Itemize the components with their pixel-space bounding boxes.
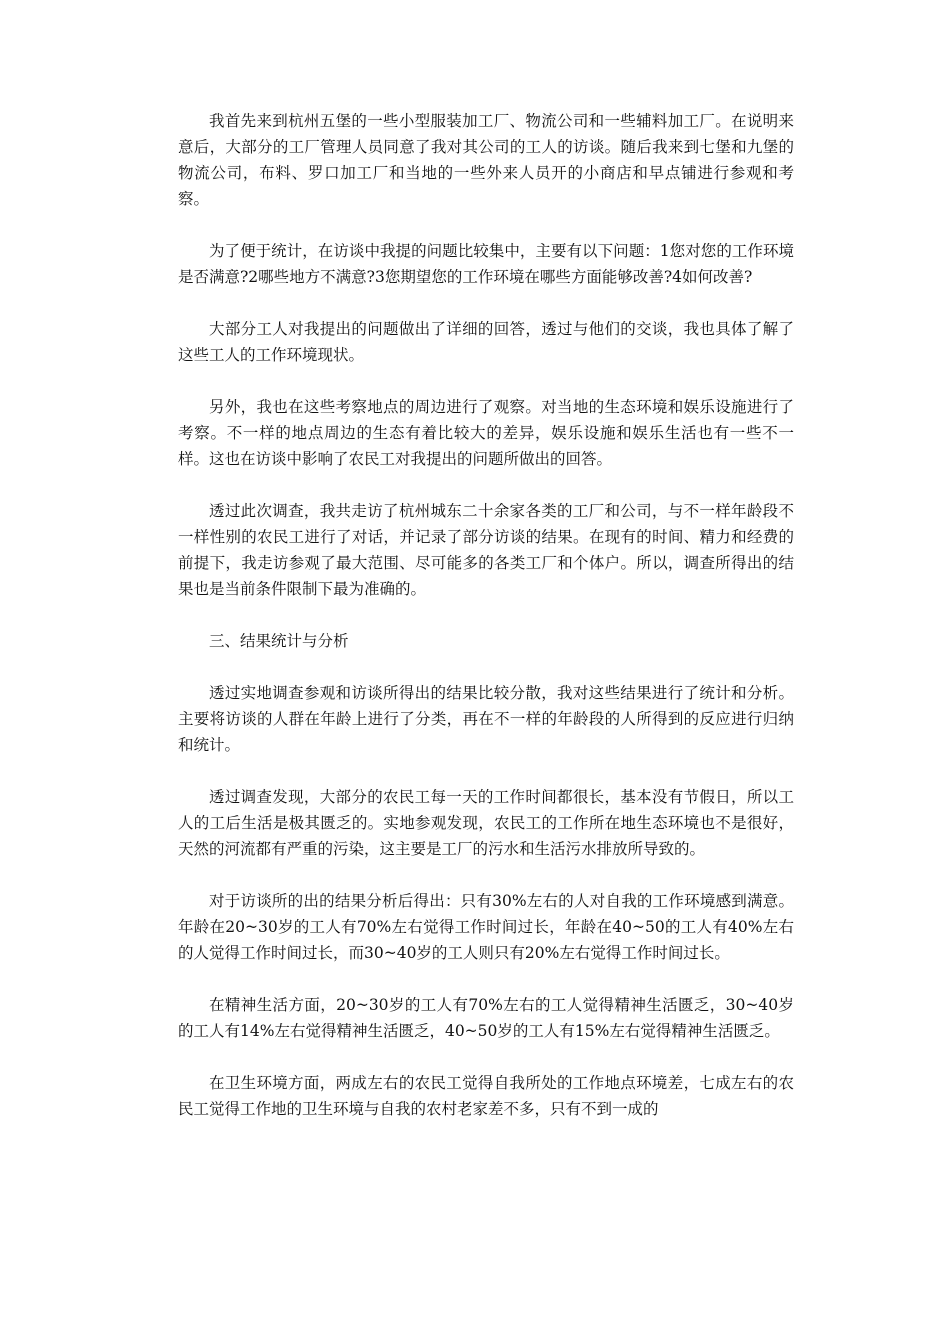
paragraph-visit-sites: 我首先来到杭州五堡的一些小型服装加工厂、物流公司和一些辅料加工厂。在说明来意后，大部分的工厂管理人员同意了我对其公司的工人的访谈。随后我来到七堡和九堡的物流公司，布料、罗口加工厂和当地的一些外来人员开的小商店和早点铺进行参观和考察。 <box>178 112 794 208</box>
paragraph-observation: 另外，我也在这些考察地点的周边进行了观察。对当地的生态环境和娱乐设施进行了考察。不一样的地点周边的生态有着比较大的差异，娱乐设施和娱乐生活也有一些不一样。这也在访谈中影响了农民工对我提出的问题所做出的回答。 <box>178 398 794 468</box>
paragraph-satisfaction-results: 对于访谈所的出的结果分析后得出：只有30%左右的人对自我的工作环境感到满意。年龄在20~30岁的工人有70%左右觉得工作时间过长，年龄在40~50的工人有40%左右的人觉得工作时间过长，而30~40岁的工人则只有20%左右觉得工作时间过长。 <box>178 892 794 962</box>
paragraph-interview-questions: 为了便于统计，在访谈中我提的问题比较集中，主要有以下问题：1您对您的工作环境是否满意?2哪些地方不满意?3您期望您的工作环境在哪些方面能够改善?4如何改善? <box>178 242 794 286</box>
section-heading-results: 三、结果统计与分析 <box>209 632 349 650</box>
document-page <box>178 108 794 1148</box>
paragraph-findings-working-hours: 透过调查发现，大部分的农民工每一天的工作时间都很长，基本没有节假日，所以工人的工后生活是极其匮乏的。实地参观发现，农民工的工作所在地生态环境也不是很好，天然的河流都有严重的污染，这主要是工厂的污水和生活污水排放所导致的。 <box>178 788 794 858</box>
paragraph-statistics-method: 透过实地调查参观和访谈所得出的结果比较分散，我对这些结果进行了统计和分析。主要将访谈的人群在年龄上进行了分类，再在不一样的年龄段的人所得到的反应进行归纳和统计。 <box>178 684 794 754</box>
paragraph-hygiene-environment: 在卫生环境方面，两成左右的农民工觉得自我所处的工作地点环境差，七成左右的农民工觉得工作地的卫生环境与自我的农村老家差不多，只有不到一成的 <box>178 1074 794 1118</box>
paragraph-spiritual-life: 在精神生活方面，20~30岁的工人有70%左右的工人觉得精神生活匮乏，30~40岁的工人有14%左右觉得精神生活匮乏，40~50岁的工人有15%左右觉得精神生活匮乏。 <box>178 996 794 1040</box>
paragraph-worker-answers: 大部分工人对我提出的问题做出了详细的回答，透过与他们的交谈，我也具体了解了这些工人的工作环境现状。 <box>178 320 794 364</box>
paragraph-survey-scope: 透过此次调查，我共走访了杭州城东二十余家各类的工厂和公司，与不一样年龄段不一样性别的农民工进行了对话，并记录了部分访谈的结果。在现有的时间、精力和经费的前提下，我走访参观了最大范围、尽可能多的各类工厂和个体户。所以，调查所得出的结果也是当前条件限制下最为准确的。 <box>178 502 794 598</box>
